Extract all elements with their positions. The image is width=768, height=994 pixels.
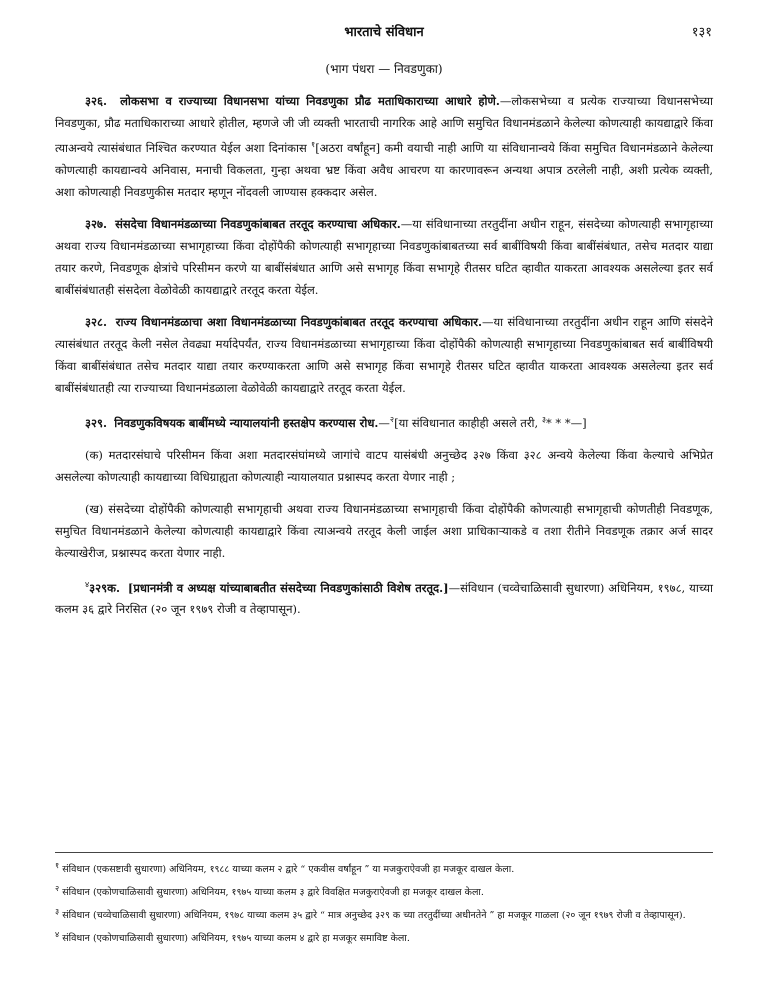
clause-ka: (क) मतदारसंघाचे परिसीमन किंवा अशा मतदारसंघांमध्ये जागांचे वाटप यासंबंधी अनुच्छेद ३२७ किंवा ३२८ अन्वये केलेल्या किंवा केल्याचे अभिप्रेत असलेल्या कोणत्याही कायद्याच्या विधिग्राह्यता कोणत्याही न्यायालयात प्रश्नास्पद करता येणार नाही ; — [55, 447, 713, 484]
running-header-title: भारताचे संविधान — [344, 25, 424, 40]
footnote-marker: ३ — [541, 414, 547, 424]
footnote-2 — [55, 882, 713, 900]
article-327 — [55, 213, 713, 301]
footnote-mark: २ — [55, 884, 60, 894]
article-329a — [55, 574, 713, 621]
article-328 — [55, 311, 713, 399]
article-text: [अठरा वर्षांहून] कमी वयाची नाही आणि या संविधानान्वये किंवा समुचित विधानमंडळाने केलेल्या कोणत्याही कायद्यान्वये अनिवास, मनाची विकलता, गुन्हा अथवा भ्रष्ट किंवा अवैध आचरण या कारणावरून अन्यथा अपात्र ठरलेली नाही, अशी प्रत्येक व्यक्ती, अशा कोणत्याही निवडणुकीस मतदार म्हणून नोंदवली जाण्यास हक्कदार असेल. — [55, 140, 713, 199]
article-text: —संविधान (चव्वेचाळिसावी सुधारणा) अधिनियम, १९७८, याच्या कलम ३६ द्वारे निरसित (२० जून १९७९ रोजी व तेव्हापासून). — [55, 580, 714, 617]
footnote-text: संविधान (एकोणचाळिसावी सुधारणा) अधिनियम, १९७५ याच्या कलम ४ द्वारे हा मजकूर समाविष्ट केला. — [62, 933, 410, 945]
clause-kha: (ख) संसदेच्या दोहोंपैकी कोणत्याही सभागृहाची अथवा राज्य विधानमंडळाच्या सभागृहाची किंवा दोहोंपैकी कोणत्याही सभागृहाची कोणतीही निवडणूक, समुचित विधानमंडळाने केलेल्या कोणत्याही कायद्याद्वारे किंवा त्याअन्वये तरतूद केली जाईल अशा प्राधिकाऱ्याकडे व तशा रीतीने निवडणूक तक्रार अर्ज सादर केल्याखेरीज, प्रश्नास्पद करता येणार नाही. — [55, 501, 713, 560]
article-326 — [55, 90, 713, 203]
footnote-4 — [55, 928, 713, 946]
footnote-text: संविधान (चव्वेचाळिसावी सुधारणा) अधिनियम, १९७८ याच्या कलम ३५ द्वारे “ मात्र अनुच्छेद ३२९ क च्या तरतुदींच्या अधीनतेने ” हा मजकूर गाळला (२० जून १९७९ रोजी व तेव्हापासून). — [62, 910, 686, 922]
page-number: १३१ — [691, 25, 712, 40]
document-body — [55, 90, 713, 630]
footnote-marker: १ — [311, 140, 316, 149]
article-number: ३२८. — [85, 314, 107, 329]
article-heading: संसदेचा विधानमंडळाच्या निवडणुकांबाबत तरतूद करण्याचा अधिकार. — [115, 216, 401, 231]
article-text: * * *—] — [546, 415, 587, 430]
part-line: (भाग पंधरा — निवडणुका) — [325, 62, 443, 76]
article-text: —लोकसभेच्या व प्रत्येक राज्याच्या विधानसभेच्या निवडणुका, प्रौढ मताधिकाराच्या आधारे होतील, म्हणजे जी जी व्यक्ती भारताची नागरिक आहे आणि समुचित विधानमंडळाने केलेल्या कोणत्याही कायद्याद्वारे किंवा त्याअन्वये त्यासंबंधात निश्चित करण्यात येईल अशा दिनांकास — [55, 94, 714, 155]
article-text: —या संविधानाच्या तरतुदींना अधीन राहून आणि संसदेने त्यासंबंधात तरतूद केली नसेल तेवढ्या मर्यादेपर्यंत, राज्य विधानमंडळाच्या सभागृहाच्या किंवा दोहोंपैकी कोणत्याही सभागृहाच्या निवडणुकांबाबत सर्व बाबींविषयी किंवा बाबींसंबंधात तसेच मतदार याद्या तयार करण्याकरता आणि असे सभागृह किंवा सभागृहे रीतसर घटित व्हावीत याकरता आवश्यक असलेल्या इतर सर्व बाबींसंबंधातही त्या राज्याच्या विधानमंडळाला वेळोवेळी कायद्याद्वारे तरतूद करता येईल. — [55, 314, 714, 395]
article-heading: राज्य विधानमंडळाचा अशा विधानमंडळाच्या निवडणुकांबाबत तरतूद करण्याचा अधिकार. — [115, 314, 482, 329]
article-heading: [प्रधानमंत्री व अध्यक्ष यांच्याबाबतीत संसदेच्या निवडणुकांसाठी विशेष तरतूद.] — [127, 580, 449, 595]
article-heading: निवडणुकविषयक बाबींमध्ये न्यायालयांनी हस्तक्षेप करण्यास रोध. — [114, 415, 379, 430]
article-number: ३२६. — [85, 94, 107, 108]
footnote-marker: २ — [389, 414, 395, 424]
article-329 — [55, 409, 713, 434]
footnote-divider — [55, 852, 713, 853]
footnote-1 — [55, 859, 713, 877]
article-text: — — [378, 415, 390, 430]
article-heading: लोकसभा व राज्याच्या विधानसभा यांच्या निवडणुका प्रौढ मताधिकाराच्या आधारे होणे. — [120, 94, 500, 108]
footnote-3 — [55, 905, 713, 923]
footnote-mark: १ — [55, 861, 60, 870]
footnotes — [55, 852, 713, 952]
article-number: ३२९क. — [89, 580, 120, 595]
footnote-mark: ३ — [55, 907, 60, 917]
footnote-marker: ४ — [85, 579, 90, 589]
article-text: [या संविधानात काहीही असले तरी, — [394, 415, 542, 430]
footnote-mark: ४ — [55, 930, 60, 940]
footnote-text: संविधान (एकसष्टावी सुधारणा) अधिनियम, १९८८ याच्या कलम २ द्वारे “ एकवीस वर्षांहून ” या मजकुराऐवजी हा मजकूर दाखल केला. — [62, 864, 515, 876]
article-text: —या संविधानाच्या तरतुदींना अधीन राहून, संसदेच्या कोणत्याही सभागृहाच्या अथवा राज्य विधानमंडळाच्या सभागृहाच्या किंवा दोहोंपैकी कोणत्याही सभागृहाच्या निवडणुकांबाबतच्या सर्व बाबींविषयी किंवा बाबींसंबंधात, तसेच मतदार याद्या तयार करणे, निवडणूक क्षेत्रांचे परिसीमन करणे या बाबींसंबंधात आणि असे सभागृह किंवा सभागृहे रीतसर घटित व्हावीत याकरता आवश्यक असलेल्या इतर सर्व बाबींसंबंधातही संसदेला वेळोवेळी कायद्याद्वारे तरतूद करता येईल. — [55, 216, 714, 297]
footnote-text: संविधान (एकोणचाळिसावी सुधारणा) अधिनियम, १९७५ याच्या कलम ३ द्वारे विवक्षित मजकुराऐवजी हा मजकूर दाखल केला. — [62, 887, 484, 899]
article-number: ३२७. — [85, 216, 107, 231]
article-number: ३२९. — [85, 415, 107, 430]
